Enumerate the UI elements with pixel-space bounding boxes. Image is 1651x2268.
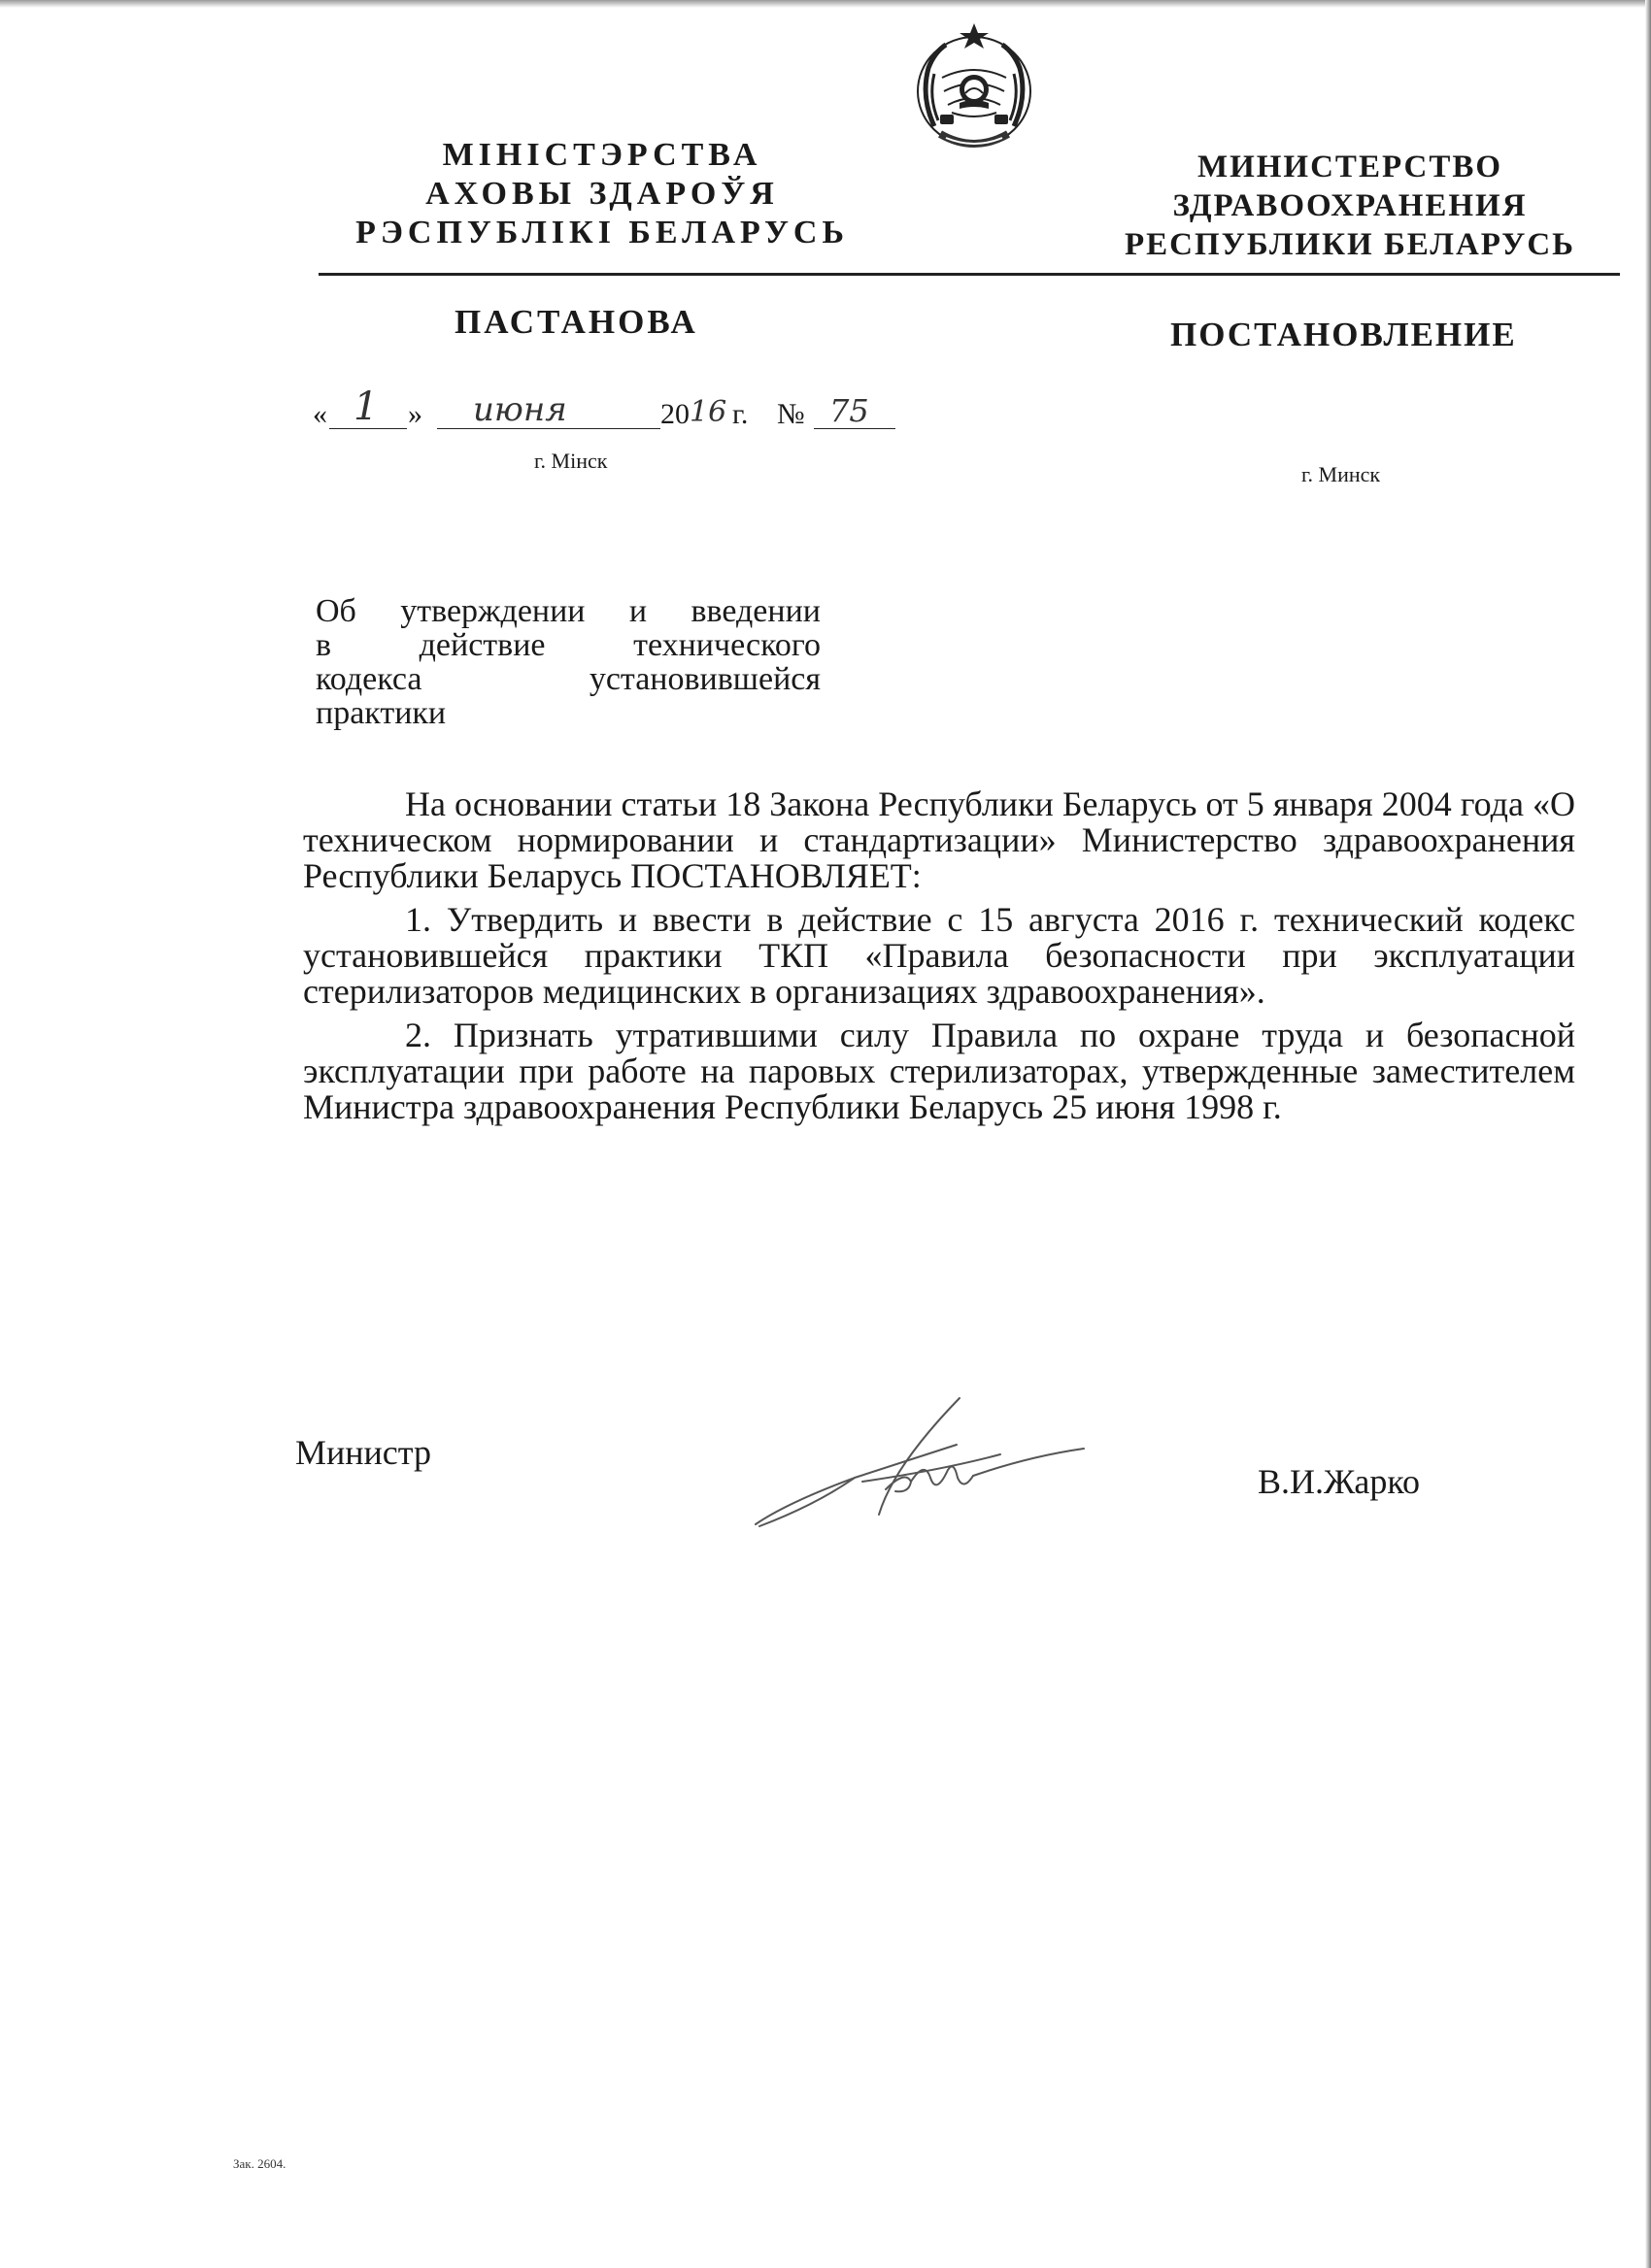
subject-line-3: кодекса установившейся (316, 661, 821, 697)
subject-line-2: в действие технического (316, 627, 821, 663)
header-belarusian (291, 136, 913, 252)
handwritten-signature (748, 1388, 1088, 1534)
header-right-line-3: РЕСПУБЛИКИ БЕЛАРУСЬ (1124, 227, 1575, 262)
header-left-line-1: МІНІСТЭРСТВА (442, 137, 762, 173)
doc-type-belarusian: ПАСТАНОВА (455, 303, 698, 341)
body-text (303, 786, 1575, 1133)
header-russian (1097, 148, 1602, 264)
city-russian: г. Минск (1301, 462, 1381, 486)
signer-title: Министр (295, 1433, 431, 1472)
date-year-mark: г. (732, 398, 749, 430)
header-right-line-1: МИНИСТЕРСТВО (1196, 150, 1503, 184)
date-day: 1 (354, 384, 379, 429)
subject-block (316, 594, 821, 730)
header-left-line-3: РЭСПУБЛІКІ БЕЛАРУСЬ (355, 215, 849, 250)
header-divider (319, 273, 1620, 276)
date-year-suffix: 16 (690, 395, 727, 429)
doc-type-russian: ПОСТАНОВЛЕНИЕ (1170, 316, 1517, 353)
order-code: Зак. 2604. (233, 2156, 286, 2171)
header-left-line-2: АХОВЫ ЗДАРОЎЯ (425, 176, 779, 212)
subject-line-1: Об утверждении и введении (316, 593, 821, 629)
body-paragraph-item-2: 2. Признать утратившими силу Правила по охране труда и безопасной эксплуатации при работе на паровых стерилизаторах, утвержденные заместителем Министра здравоохранения Республики Беларусь 25 июня 1998 г. (303, 1016, 1575, 1126)
date-number-line (313, 384, 895, 437)
subject-line-4: практики (316, 695, 447, 731)
date-month: июня (473, 390, 567, 429)
document-number: 75 (829, 392, 869, 429)
scan-edge-top (0, 0, 1651, 8)
scan-edge-right (1645, 0, 1651, 2268)
belarus-state-emblem-icon (905, 19, 1043, 157)
city-belarusian: г. Мінск (534, 449, 608, 473)
date-open-quote: « (313, 398, 327, 430)
signer-name: В.И.Жарко (1258, 1462, 1421, 1501)
date-year-prefix: 20 (660, 398, 690, 430)
body-paragraph-preamble: На основании статьи 18 Закона Республики Беларусь от 5 января 2004 года «О техническом нормировании и стандартизации» Министерство здравоохранения Республики Беларусь ПОСТАНОВЛЯЕТ: (303, 784, 1575, 895)
header-right-line-2: ЗДРАВООХРАНЕНИЯ (1172, 188, 1528, 223)
body-paragraph-item-1: 1. Утвердить и ввести в действие с 15 августа 2016 г. технический кодекс установившейся практики ТКП «Правила безопасности при эксплуатации стерилизаторов медицинских в организациях здравоохранения». (303, 900, 1575, 1011)
number-sign: № (777, 398, 805, 430)
date-close-quote: » (408, 398, 422, 430)
